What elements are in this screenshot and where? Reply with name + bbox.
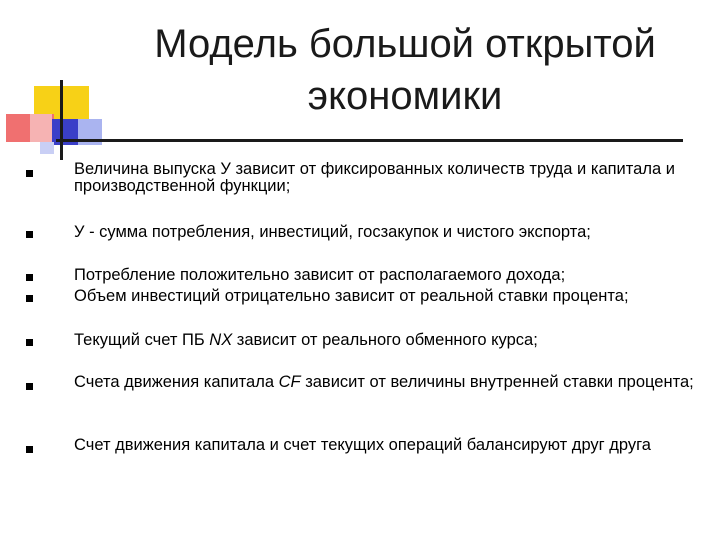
bullet-marker-icon [26, 231, 33, 238]
bullet-text: Счет движения капитала и счет текущих операций балансируют друг друга [74, 436, 651, 454]
bullet-marker-icon [26, 295, 33, 302]
bullet-text: Величина выпуска У зависит от фиксированных количеств труда и капитала и производственной функции; [74, 160, 675, 195]
bullet-marker-icon [26, 446, 33, 453]
bullet-text [74, 374, 694, 391]
bullet-text: Объем инвестиций отрицательно зависит от реальной ставки процента; [74, 287, 629, 305]
bullet-text-part: зависит от величины внутренней ставки процента; [300, 373, 694, 391]
bullet-marker-icon [26, 170, 33, 177]
title-line-1: Модель большой открытой [154, 22, 656, 66]
bullet-text-part: зависит от реального обменного курса; [232, 331, 538, 349]
bullet-text: Потребление положительно зависит от располагаемого дохода; [74, 266, 566, 284]
bullet-marker-icon [26, 339, 33, 346]
bullet-text-emphasis: NX [209, 331, 233, 349]
bullet-marker-icon [26, 274, 33, 281]
bullet-text-emphasis: CF [278, 373, 301, 391]
bullet-text-part: Счета движения капитала [74, 373, 279, 391]
bullet-marker-icon [26, 383, 33, 390]
bullet-text: У - сумма потребления, инвестиций, госзакупок и чистого экспорта; [74, 223, 591, 241]
title-line-2: экономики [307, 74, 503, 118]
bullet-text-part: Текущий счет ПБ [74, 331, 210, 349]
bullet-text [74, 332, 694, 349]
